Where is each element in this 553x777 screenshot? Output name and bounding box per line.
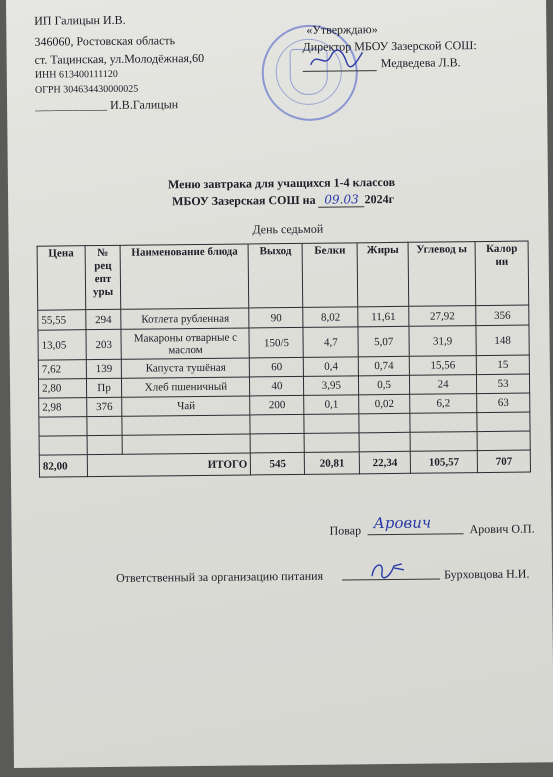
cell-price: 2,98 [39,398,87,417]
cell-protein: 3,95 [304,376,359,396]
cell-fat: 5,07 [358,326,409,357]
cell-calories: 148 [476,325,529,356]
cell-recipe: 376 [86,397,122,416]
cell-yield: 60 [250,357,304,377]
cell-carbs: 6,2 [410,394,477,414]
director-signature-icon [307,46,367,71]
cell-dish: Макароны отварные с маслом [121,328,249,359]
cook-name: Арович О.П. [469,521,535,537]
ip-signature-line: ____________ И.В.Галицын [35,97,179,113]
cell-calories: 63 [477,393,530,413]
cell-recipe: 294 [86,309,122,329]
cell-recipe: 139 [86,359,122,378]
cell-yield: 150/5 [249,327,303,358]
cell-yield: 200 [250,395,304,415]
col-recipe: № рец епт уры [85,245,121,309]
cell-recipe: 203 [86,329,122,359]
total-price: 82,00 [39,455,87,477]
cell-protein: 4,7 [303,327,358,358]
menu-school: МБОУ Зазерская СОШ на [172,192,316,209]
cook-label: Повар [329,523,362,538]
ip-name: ИП Галицын И.В. [34,12,126,28]
total-label: ИТОГО [87,453,251,477]
cell-calories: 53 [477,374,530,394]
menu-school-line [172,192,394,209]
responsible-name: Бурховцова Н.И. [443,566,530,582]
cell-protein: 0,1 [304,395,359,415]
responsible-signature-icon [368,558,408,582]
cell-calories: 15 [476,355,529,375]
col-carbs: Углевод ы [408,242,476,307]
cell-price: 2,80 [38,379,86,398]
total-carbs: 105,57 [410,451,477,474]
total-calories: 707 [477,450,530,473]
total-protein: 20,81 [305,452,360,475]
table-header-row [37,241,529,310]
cell-price: 55,55 [38,310,86,330]
ip-ogrn: ОГРН 304634430000025 [34,83,139,96]
menu-title: Меню завтрака для учащихся 1-4 классов [167,174,396,192]
cell-yield: 90 [249,307,303,328]
director-name: Медведева Л.В. [380,55,461,71]
cell-yield: 40 [250,376,304,396]
cell-carbs: 15,56 [409,356,476,376]
col-calories: Калор ии [475,241,529,306]
total-yield: 545 [251,452,305,475]
ip-address-1: 346060, Ростовская область [34,33,176,49]
col-dish: Наименование блюда [120,244,249,309]
cell-fat: 0,02 [359,394,410,414]
director-title: Директор МБОУ Зазерской СОШ: [302,38,477,54]
menu-date: 09.03 [318,192,364,207]
menu-day: День седьмой [252,221,324,237]
col-protein: Белки [302,243,358,308]
cell-protein: 0,4 [304,357,359,377]
document-sheet [6,0,553,768]
cell-price: 7,62 [38,360,86,379]
cell-protein: 8,02 [303,307,358,328]
col-fat: Жиры [357,242,408,307]
cell-fat: 0,5 [359,375,410,395]
col-yield: Выход [248,243,303,308]
total-fat: 22,34 [359,451,410,474]
cell-fat: 11,61 [358,306,409,327]
ip-inn: ИНН 613400111120 [34,68,118,81]
cell-fat: 0,74 [358,356,409,376]
cook-signature: Арович [373,513,432,533]
menu-table [37,241,531,478]
cell-price: 13,05 [38,330,86,360]
col-price: Цена [37,246,85,310]
cell-dish: Чай [122,396,250,416]
cell-carbs: 31,9 [409,326,476,357]
table-total-row [39,450,530,477]
cook-signature-line [368,533,464,535]
responsible-label: Ответственный за организацию питания [115,568,324,585]
cell-calories: 356 [476,305,529,326]
cell-dish: Котлета рубленная [121,308,249,329]
approve-label: «Утверждаю» [306,22,378,37]
cell-dish: Хлеб пшеничный [122,377,250,397]
cell-dish: Капуста тушёная [122,358,250,378]
cell-recipe: Пр [86,378,122,397]
ip-address-2: ст. Тацинская, ул.Молодёжная,60 [34,50,205,67]
cell-carbs: 24 [409,375,476,395]
menu-year: 2024г [364,191,395,207]
cell-carbs: 27,92 [409,306,476,327]
